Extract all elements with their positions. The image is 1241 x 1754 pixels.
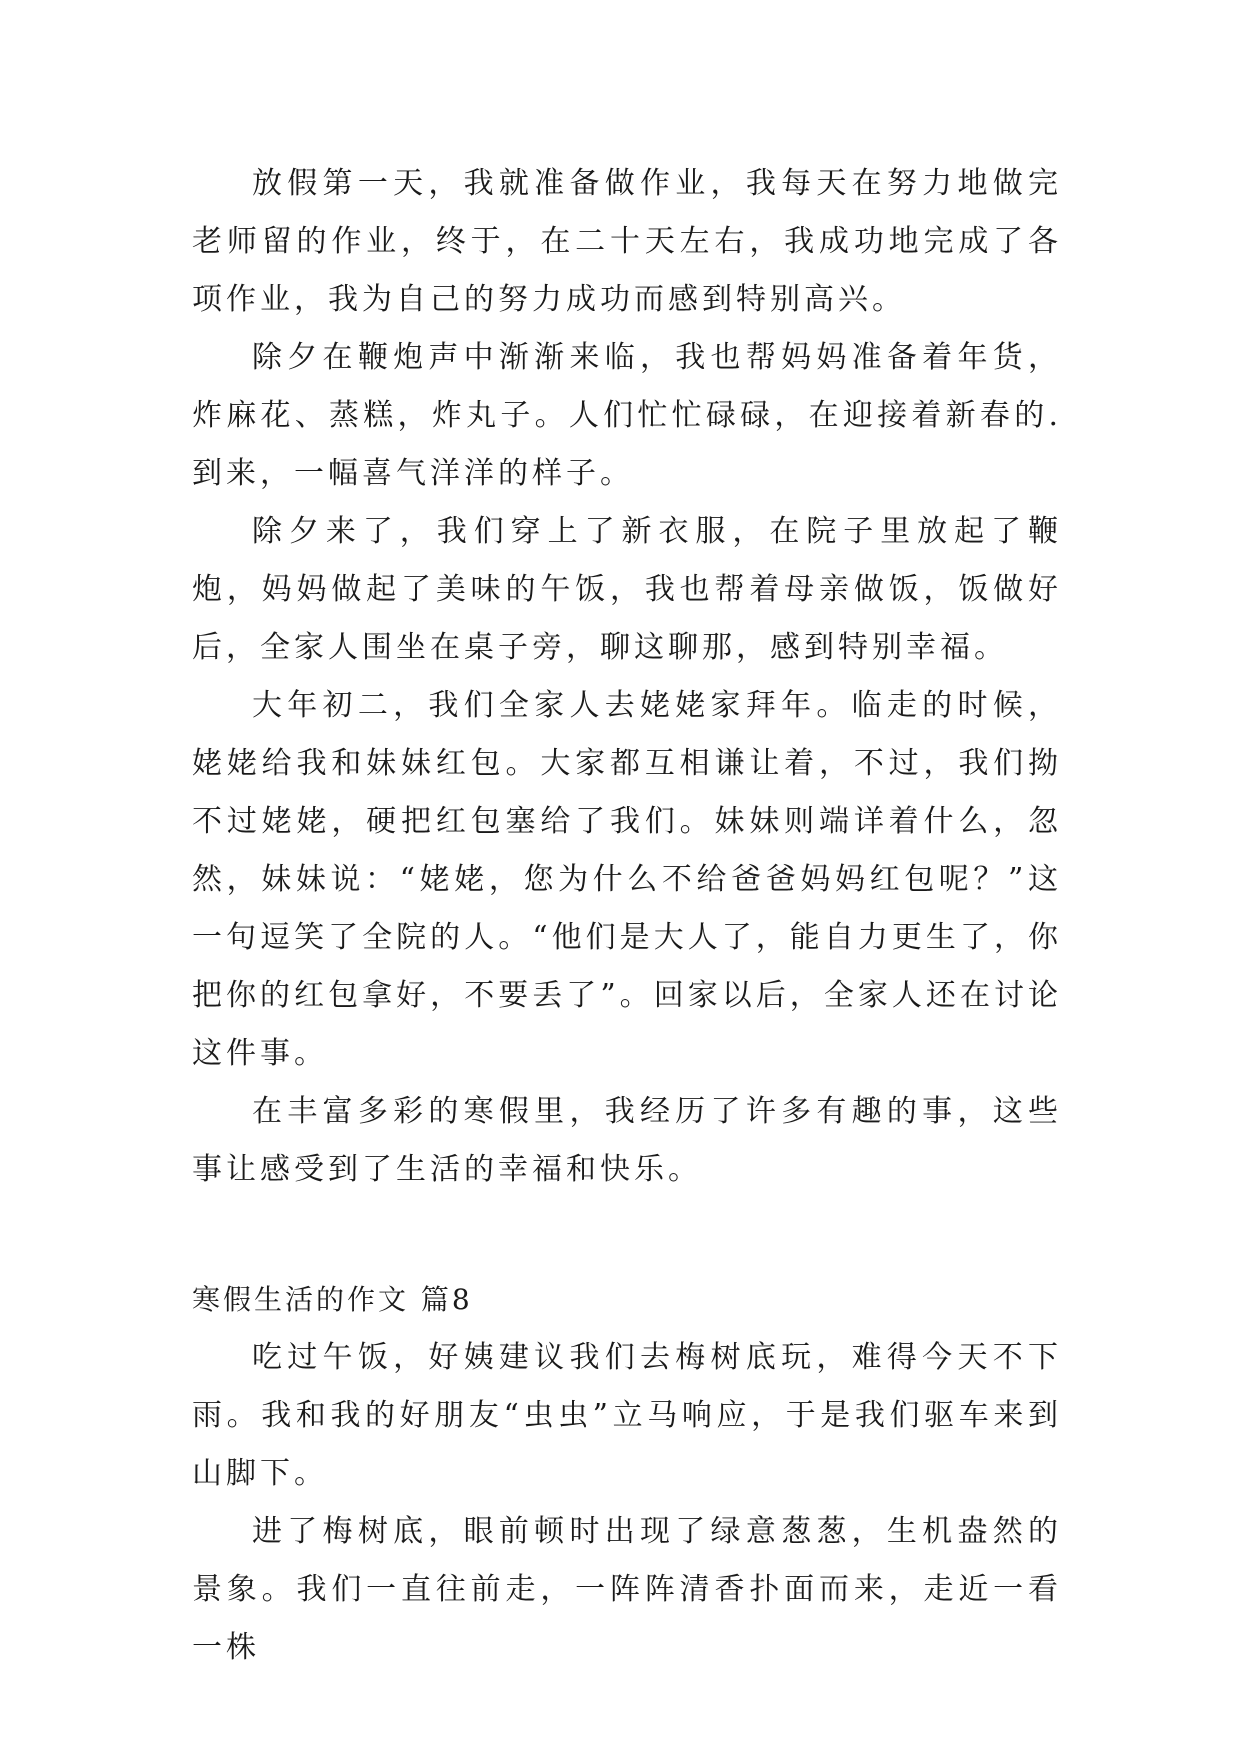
paragraph-grandma-visit: 大年初二，我们全家人去姥姥家拜年。临走的时候，姥姥给我和妹妹红包。大家都互相谦让着，不过，我们拗不过姥姥，硬把红包塞给了我们。妹妹则端详着什么，忽然，妹妹说：“姥姥，您为什么不给爸爸妈妈红包呢？”这一句逗笑了全院的人。“他们是大人了，能自力更生了，你把你的红包拿好，不要丢了”。回家以后，全家人还在讨论这件事。 (192, 688, 1062, 1071)
document-body (192, 155, 1062, 1677)
paragraph-plum-valley: 进了梅树底，眼前顿时出现了绿意葱葱，生机盎然的景象。我们一直往前走，一阵阵清香扑面而来，走近一看一株 (192, 1514, 1062, 1665)
paragraph-new-year-eve-prep: 除夕在鞭炮声中渐渐来临，我也帮妈妈准备着年货，炸麻花、蒸糕，炸丸子。人们忙忙碌碌，在迎接着新春的.到来，一幅喜气洋洋的样子。 (192, 340, 1062, 491)
paragraph-homework: 放假第一天，我就准备做作业，我每天在努力地做完老师留的作业，终于，在二十天左右，我成功地完成了各项作业，我为自己的努力成功而感到特别高兴。 (192, 166, 1062, 317)
paragraph-after-lunch: 吃过午饭，好姨建议我们去梅树底玩，难得今天不下雨。我和我的好朋友“虫虫”立马响应，于是我们驱车来到山脚下。 (192, 1340, 1062, 1491)
paragraph-conclusion: 在丰富多彩的寒假里，我经历了许多有趣的事，这些事让感受到了生活的幸福和快乐。 (192, 1094, 1062, 1187)
section-heading: 寒假生活的作文 篇8 (192, 1283, 473, 1316)
paragraph-new-year-eve-dinner: 除夕来了，我们穿上了新衣服，在院子里放起了鞭炮，妈妈做起了美味的午饭，我也帮着母亲做饭，饭做好后，全家人围坐在桌子旁，聊这聊那，感到特别幸福。 (192, 514, 1062, 665)
